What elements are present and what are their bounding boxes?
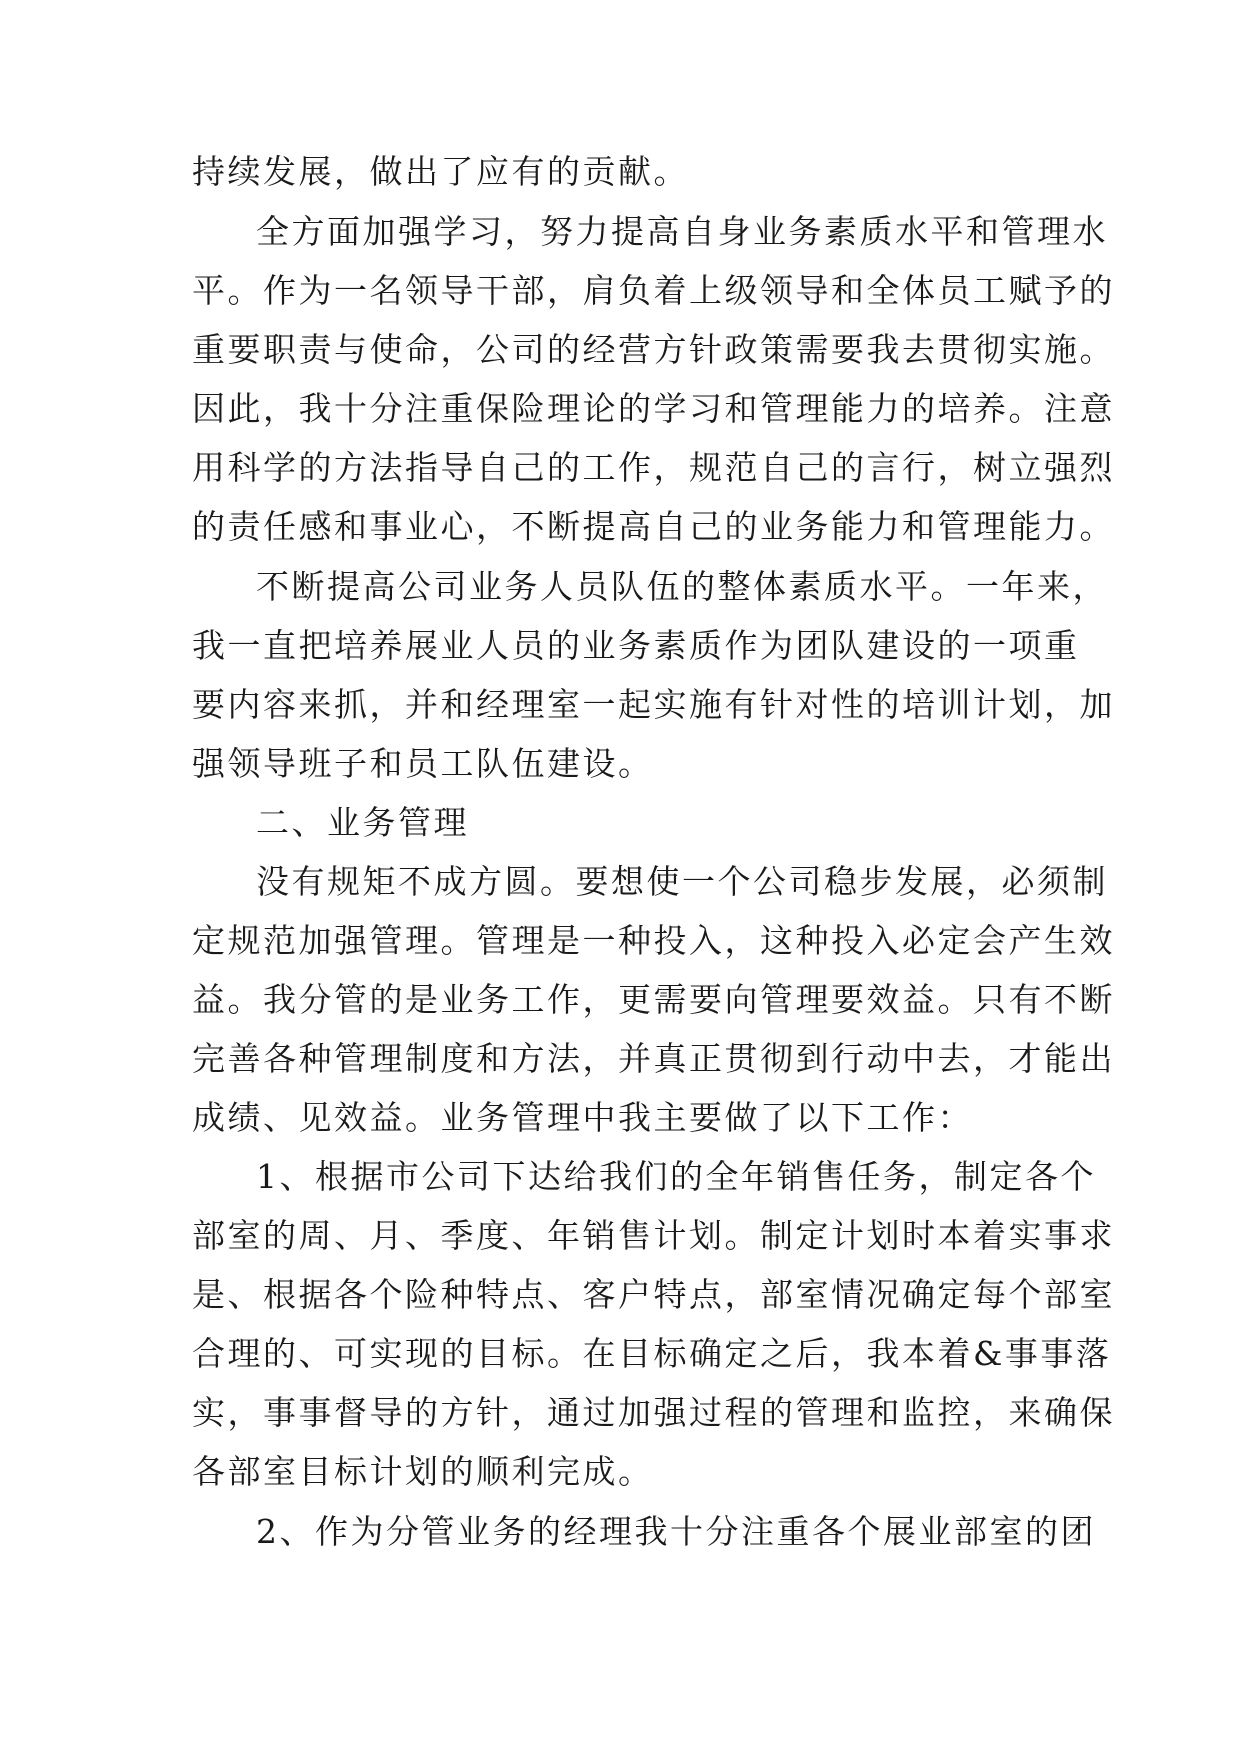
text-line: 强领导班子和员工队伍建设。 (192, 744, 654, 783)
text-line: 部室的周、月、季度、年销售计划。制定计划时本着实事求 (192, 1216, 1115, 1255)
text-line: 是、根据各个险种特点、客户特点，部室情况确定每个部室 (192, 1275, 1115, 1314)
text-line: 持续发展，做出了应有的贡献。 (192, 152, 689, 191)
paragraph-start-line: 全方面加强学习，努力提高自身业务素质水平和管理水 (256, 212, 1108, 251)
text-line: 完善各种管理制度和方法，并真正贯彻到行动中去，才能出 (192, 1039, 1115, 1078)
text-line: 因此，我十分注重保险理论的学习和管理能力的培养。注意 (192, 389, 1115, 428)
paragraph-start-line: 1、根据市公司下达给我们的全年销售任务，制定各个 (256, 1157, 1096, 1196)
text-line: 各部室目标计划的顺利完成。 (192, 1452, 654, 1491)
text-line: 实，事事督导的方针，通过加强过程的管理和监控，来确保 (192, 1393, 1115, 1432)
text-line: 重要职责与使命，公司的经营方针政策需要我去贯彻实施。 (192, 330, 1115, 369)
text-line: 我一直把培养展业人员的业务素质作为团队建设的一项重 (192, 626, 1080, 665)
text-line: 益。我分管的是业务工作，更需要向管理要效益。只有不断 (192, 980, 1115, 1019)
text-line: 合理的、可实现的目标。在目标确定之后，我本着&事事落 (192, 1334, 1112, 1373)
text-line: 用科学的方法指导自己的工作，规范自己的言行，树立强烈 (192, 448, 1115, 487)
section-heading: 二、业务管理 (256, 803, 469, 842)
paragraph-start-line: 没有规矩不成方圆。要想使一个公司稳步发展，必须制 (256, 862, 1108, 901)
text-line: 平。作为一名领导干部，肩负着上级领导和全体员工赋予的 (192, 271, 1115, 310)
paragraph-start-line: 2、作为分管业务的经理我十分注重各个展业部室的团 (256, 1512, 1096, 1551)
text-line: 成绩、见效益。业务管理中我主要做了以下工作： (192, 1098, 973, 1137)
text-line: 定规范加强管理。管理是一种投入，这种投入必定会产生效 (192, 921, 1115, 960)
paragraph-start-line: 不断提高公司业务人员队伍的整体素质水平。一年来， (256, 567, 1108, 606)
text-line: 的责任感和事业心，不断提高自己的业务能力和管理能力。 (192, 507, 1115, 546)
text-line: 要内容来抓，并和经理室一起实施有针对性的培训计划，加 (192, 685, 1115, 724)
